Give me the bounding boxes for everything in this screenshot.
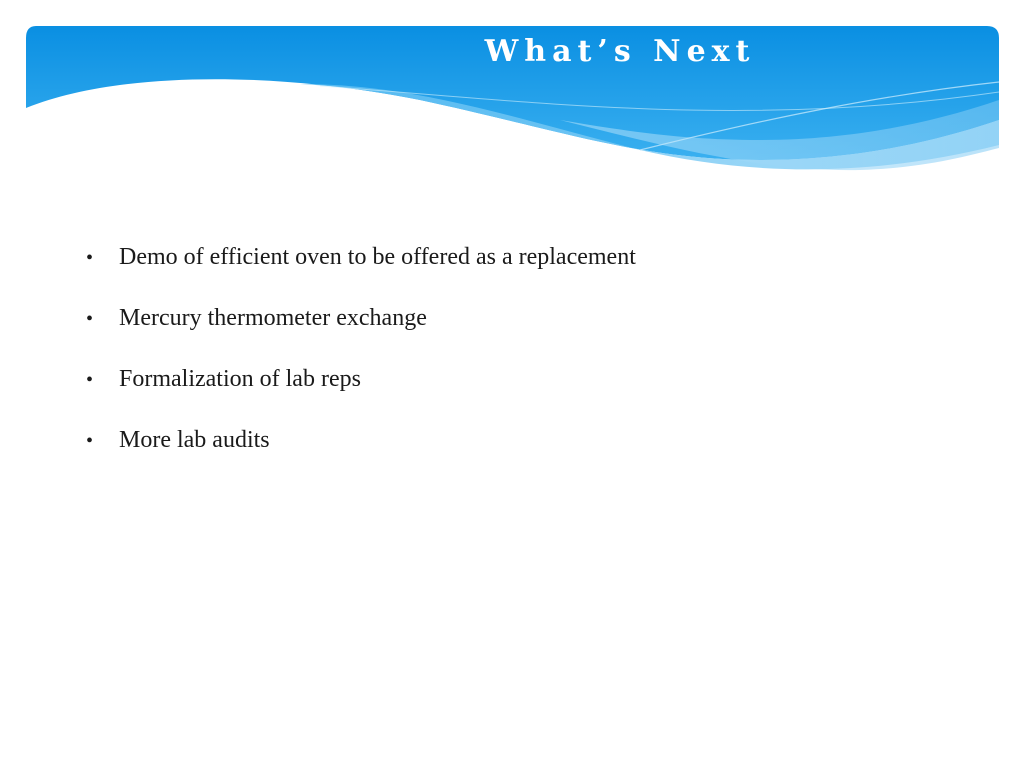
bullet-text: More lab audits (119, 427, 270, 453)
bullet-icon: • (86, 308, 94, 330)
list-item (86, 305, 636, 366)
list-item (86, 366, 636, 427)
bullet-icon: • (86, 430, 94, 452)
bullet-text: Formalization of lab reps (119, 366, 361, 392)
bullet-text: Mercury thermometer exchange (119, 305, 427, 331)
list-item (86, 427, 636, 488)
list-item (86, 244, 636, 305)
bullet-icon: • (86, 247, 94, 269)
bullet-icon: • (86, 369, 94, 391)
bullet-text: Demo of efficient oven to be offered as a replacement (119, 244, 636, 270)
bullet-list (86, 244, 636, 488)
slide-title: What’s Next (484, 34, 756, 69)
